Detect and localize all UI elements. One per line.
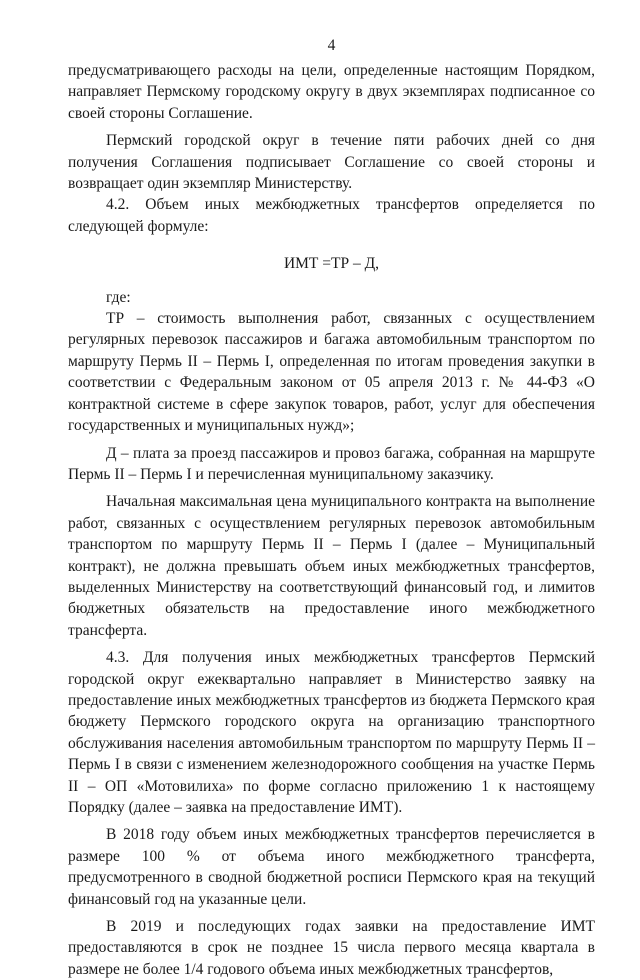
paragraph-initial-price: Начальная максимальная цена муниципального контракта на выполнение работ, связанных с осуществлением регулярных перевозок автомобильным транспортом по маршруту Пермь II – Пермь I (далее – Муниципальный контракт), не должна превышать объем иных межбюджетных трансфертов, выделенных Министерству на соответствующий финансовый год, и лимитов бюджетных обязательств на предоставление иного межбюджетного трансферта. [68,493,595,639]
paragraph-2018-transfer: В 2018 году объем иных межбюджетных трансфертов перечисляется в размере 100 % от объема иного межбюджетного трансферта, предусмотренного в сводной бюджетной росписи Пермского края на текущий финансовый год на указанные цели. [68,826,595,908]
paragraph-agreement-signing: Пермский городской округ в течение пяти рабочих дней со дня получения Соглашения подписывает Соглашение со своей стороны и возвращает один экземпляр Министерству. [68,132,595,193]
document-page [68,36,595,980]
page-number: 4 [327,37,336,54]
formula: ИМТ =ТР – Д, [283,255,380,273]
paragraph-2019-applications: В 2019 и последующих годах заявки на предоставление ИМТ предоставляются в срок не позднее 15 числа первого месяца квартала в размере не более 1/4 годового объема иных межбюджетных трансфертов, [68,918,595,978]
definition-tr: ТР – стоимость выполнения работ, связанных с осуществлением регулярных перевозок пассажиров и багажа автомобильным транспортом по маршруту Пермь II – Пермь I, определенная по итогам проведения закупки в соответствии с Федеральным законом от 05 апреля 2013 г. № 44-ФЗ «О контрактной системе в сфере закупок товаров, работ, услуг для обеспечения государственных и муниципальных нужд»; [68,310,595,435]
paragraph-agreement-sending: предусматривающего расходы на цели, определенные настоящим Порядком, направляет Пермскому городскому округу в двух экземплярах подписанное со своей стороны Соглашение. [68,62,595,122]
formula-where-label: где: [106,288,131,306]
paragraph-4-2-volume: 4.2. Объем иных межбюджетных трансфертов определяется по следующей формуле: [68,196,595,235]
definition-d: Д – плата за проезд пассажиров и провоз багажа, собранная на маршруте Пермь II – Пермь I и перечисленная муниципальному заказчику. [68,444,595,483]
paragraph-4-3-application: 4.3. Для получения иных межбюджетных трансфертов Пермский городской округ ежеквартально направляет в Министерство заявку на предоставление иных межбюджетных трансфертов из бюджета Пермского края бюджету Пермского городского округа на организацию транспортного обслуживания населения автомобильным транспортом по маршруту Пермь II – Пермь I в связи с изменением железнодорожного сообщения на участке Пермь II – ОП «Мотовилиха» по форме согласно приложению 1 к настоящему Порядку (далее – заявка на предоставление ИМТ). [68,649,595,816]
